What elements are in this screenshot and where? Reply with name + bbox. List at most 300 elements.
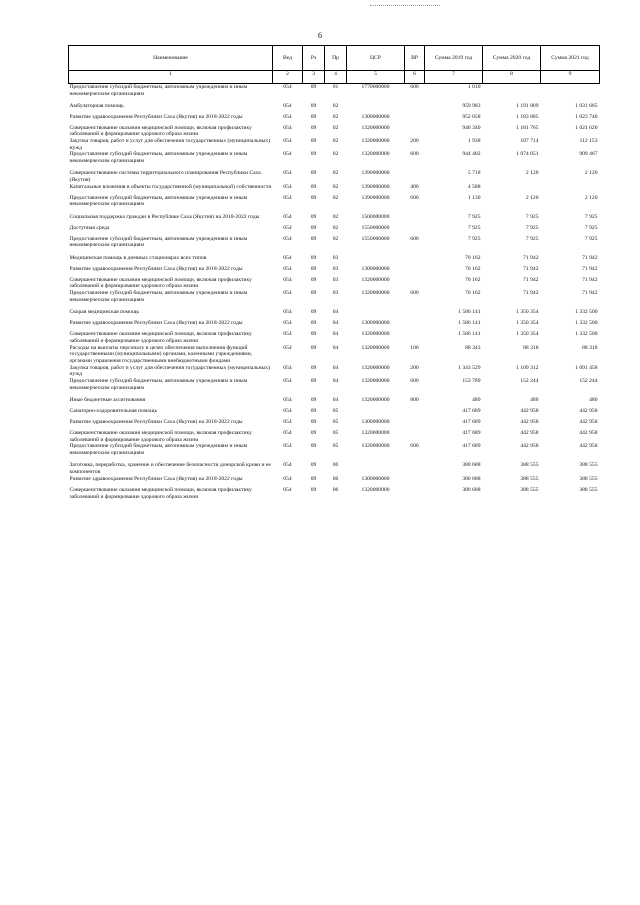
table-row xyxy=(69,397,600,408)
row-vr xyxy=(405,214,425,225)
table-row xyxy=(69,266,600,277)
row-ved: 054 xyxy=(283,419,292,426)
row-csr: 1320000000 xyxy=(361,430,390,437)
table-row xyxy=(69,378,600,397)
row-vr xyxy=(405,476,425,487)
header-vr: ВР xyxy=(405,46,425,71)
row-sum-2020: 388 555 xyxy=(520,462,539,469)
row-sum-2021: 71 942 xyxy=(582,265,598,272)
row-ved: 054 xyxy=(283,364,292,371)
row-csr: 1320000000 xyxy=(361,486,390,493)
row-sum-2019: 380 688 xyxy=(462,475,481,482)
row-rz: 09 xyxy=(310,151,317,158)
header-name: Наименование xyxy=(69,46,273,71)
row-vr: 800 xyxy=(410,397,419,404)
row-ved: 054 xyxy=(283,235,292,242)
row-csr: 1320000000 xyxy=(361,378,390,385)
row-rz: 09 xyxy=(310,320,317,327)
row-sum-2020: 1 191 809 xyxy=(516,102,539,109)
row-csr: 1320000000 xyxy=(361,364,390,371)
table-row xyxy=(69,430,600,443)
row-sum-2020: 1 181 765 xyxy=(516,124,539,131)
row-ved: 054 xyxy=(283,265,292,272)
row-ved: 054 xyxy=(283,331,292,338)
row-rz: 09 xyxy=(310,84,317,90)
row-sum-2020: 1 074 051 xyxy=(516,151,539,158)
row-vr: 600 xyxy=(410,378,419,385)
row-sum-2021: 480 xyxy=(589,397,598,404)
table-row xyxy=(69,84,600,103)
row-sum-2021: 388 555 xyxy=(579,462,598,469)
row-rz: 09 xyxy=(310,408,317,415)
row-sum-2021: 152 244 xyxy=(579,378,598,385)
row-sum-2021: 112 153 xyxy=(579,137,598,144)
row-sum-2020: 71 942 xyxy=(523,254,539,261)
row-vr xyxy=(405,125,425,138)
table-row xyxy=(69,214,600,225)
row-sum-2020: 7 925 xyxy=(525,235,539,242)
row-sum-2021: 71 942 xyxy=(582,254,598,261)
row-name: Предоставление субсидий бюджетным, автономным учреждениям и иным некоммерческим организациям xyxy=(69,378,248,391)
column-number: 8 xyxy=(483,71,541,84)
row-pr: 04 xyxy=(332,309,339,316)
table-row xyxy=(69,320,600,331)
row-vr xyxy=(405,462,425,475)
row-sum-2019: 7 925 xyxy=(467,213,481,220)
row-rz: 09 xyxy=(310,102,317,109)
row-sum-2020: 1 109 312 xyxy=(516,364,539,371)
row-pr: 03 xyxy=(332,290,339,297)
table-row xyxy=(69,138,600,151)
row-sum-2020: 442 958 xyxy=(520,408,539,415)
row-csr: 1300000000 xyxy=(361,475,390,482)
row-sum-2020 xyxy=(483,84,541,103)
row-rz: 09 xyxy=(310,113,317,120)
row-csr: 1300000000 xyxy=(361,265,390,272)
row-sum-2020: 152 244 xyxy=(520,378,539,385)
row-vr: 600 xyxy=(410,194,419,201)
row-pr: 04 xyxy=(332,364,339,371)
table-row xyxy=(69,151,600,170)
row-vr xyxy=(405,170,425,183)
row-pr: 03 xyxy=(332,254,339,261)
row-csr xyxy=(347,408,405,419)
row-sum-2019: 1 010 xyxy=(467,84,481,90)
row-ved: 054 xyxy=(283,170,292,177)
row-csr: 1320000000 xyxy=(361,443,390,450)
row-sum-2019: 88 343 xyxy=(465,344,481,351)
table-body xyxy=(69,84,600,501)
row-rz: 09 xyxy=(310,475,317,482)
row-vr xyxy=(405,331,425,344)
row-vr: 200 xyxy=(410,364,419,371)
row-name: Амбулаторная помощь xyxy=(69,102,124,109)
row-vr xyxy=(405,419,425,430)
row-vr xyxy=(405,309,425,320)
row-vr xyxy=(405,266,425,277)
row-csr: 1390000000 xyxy=(361,183,390,190)
row-sum-2019: 1 586 141 xyxy=(458,309,481,316)
row-sum-2020: 2 120 xyxy=(525,194,539,201)
row-ved: 054 xyxy=(283,443,292,450)
row-pr: 02 xyxy=(332,137,339,144)
row-rz: 09 xyxy=(310,276,317,283)
column-number: 4 xyxy=(325,71,347,84)
row-pr: 01 xyxy=(332,84,339,90)
row-vr xyxy=(405,277,425,290)
row-sum-2021: 71 942 xyxy=(582,276,598,283)
row-sum-2020: 71 942 xyxy=(523,265,539,272)
row-ved: 054 xyxy=(283,137,292,144)
column-number: 1 xyxy=(69,71,273,84)
row-sum-2021: 1 021 620 xyxy=(575,124,598,131)
row-sum-2020: 1 350 354 xyxy=(516,331,539,338)
row-rz: 09 xyxy=(310,265,317,272)
row-vr xyxy=(405,408,425,419)
row-csr xyxy=(347,309,405,320)
row-ved: 054 xyxy=(283,276,292,283)
row-vr: 200 xyxy=(410,137,419,144)
row-sum-2021: 442 958 xyxy=(579,408,598,415)
row-rz: 09 xyxy=(310,462,317,469)
row-rz: 09 xyxy=(310,170,317,177)
row-ved: 054 xyxy=(283,113,292,120)
table-header xyxy=(69,46,600,84)
row-rz: 09 xyxy=(310,364,317,371)
row-sum-2021: 2 120 xyxy=(584,194,598,201)
table-row xyxy=(69,476,600,487)
row-sum-2020: 88 318 xyxy=(523,344,539,351)
row-csr: 1320000000 xyxy=(361,276,390,283)
row-sum-2020: 71 942 xyxy=(523,290,539,297)
row-sum-2020: 71 942 xyxy=(523,276,539,283)
row-pr: 02 xyxy=(332,102,339,109)
row-sum-2021: 1 332 500 xyxy=(575,331,598,338)
row-pr: 02 xyxy=(332,235,339,242)
row-pr: 02 xyxy=(332,224,339,231)
row-sum-2021: 1 332 500 xyxy=(575,309,598,316)
row-vr xyxy=(405,430,425,443)
row-csr: 1320000000 xyxy=(361,151,390,158)
table-row xyxy=(69,236,600,255)
row-sum-2021: 442 958 xyxy=(579,419,598,426)
row-sum-2020: 480 xyxy=(530,397,539,404)
row-pr: 02 xyxy=(332,124,339,131)
row-sum-2021: 1 332 500 xyxy=(575,320,598,327)
row-csr xyxy=(347,462,405,475)
row-name: Расходы на выплаты персоналу в целях обеспечения выполнения функций государственными (муниципальными) органами, казенными учреждениями, органами управления государственными внебюджетными фондами xyxy=(69,344,253,364)
table-row xyxy=(69,225,600,236)
column-number: 7 xyxy=(425,71,483,84)
row-sum-2019: 70 162 xyxy=(465,290,481,297)
table-row xyxy=(69,125,600,138)
row-csr: 1320000000 xyxy=(361,397,390,404)
table-row xyxy=(69,277,600,290)
column-number: 5 xyxy=(347,71,405,84)
table-row xyxy=(69,309,600,320)
row-sum-2020: 7 925 xyxy=(525,224,539,231)
header-csr: ЦСР xyxy=(347,46,405,71)
row-sum-2021: 442 958 xyxy=(579,430,598,437)
row-csr: 1770000000 xyxy=(361,84,390,90)
row-vr xyxy=(405,225,425,236)
row-name: Совершенствование оказания медицинской помощи, включая профилактику заболеваний и формирование здорового образа жизни xyxy=(69,276,252,290)
row-sum-2021: 2 120 xyxy=(584,170,598,177)
row-sum-2021: 388 555 xyxy=(579,475,598,482)
row-ved: 054 xyxy=(283,213,292,220)
row-sum-2021: 388 555 xyxy=(579,486,598,493)
row-csr: 1320000000 xyxy=(361,344,390,351)
row-rz: 09 xyxy=(310,378,317,385)
row-rz: 09 xyxy=(310,224,317,231)
row-sum-2021: 88 318 xyxy=(582,344,598,351)
row-sum-2019: 1 130 xyxy=(467,194,481,201)
row-csr: 1300000000 xyxy=(361,320,390,327)
row-vr: 600 xyxy=(410,235,419,242)
row-ved: 054 xyxy=(283,408,292,415)
row-sum-2020: 442 958 xyxy=(520,430,539,437)
row-ved: 054 xyxy=(283,397,292,404)
row-name: Заготовка, переработка, хранение и обеспечение безопасности донорской крови и ее компонентов xyxy=(69,462,271,476)
page-number: 6 xyxy=(318,31,322,40)
row-vr xyxy=(405,255,425,266)
row-sum-2020: 7 925 xyxy=(525,213,539,220)
row-sum-2019: 1 586 141 xyxy=(458,320,481,327)
table-row xyxy=(69,195,600,214)
row-ved: 054 xyxy=(283,320,292,327)
table-row xyxy=(69,443,600,462)
row-name: Предоставление субсидий бюджетным, автономным учреждениям и иным некоммерческим организациям xyxy=(69,194,248,208)
row-sum-2021: 909 467 xyxy=(579,151,598,158)
row-sum-2021: 7 925 xyxy=(584,224,598,231)
row-pr: 02 xyxy=(332,194,339,201)
row-pr: 05 xyxy=(332,419,339,426)
row-sum-2019: 70 162 xyxy=(465,254,481,261)
row-rz: 09 xyxy=(310,290,317,297)
row-sum-2020: 388 555 xyxy=(520,486,539,493)
row-rz: 09 xyxy=(310,430,317,437)
row-csr: 1300000000 xyxy=(361,419,390,426)
row-sum-2019: 70 162 xyxy=(465,265,481,272)
row-vr: 600 xyxy=(410,443,419,450)
row-ved: 054 xyxy=(283,151,292,158)
row-pr: 06 xyxy=(332,475,339,482)
row-sum-2020: 388 555 xyxy=(520,475,539,482)
row-name: Предоставление субсидий бюджетным, автономным учреждениям и иным некоммерческим организациям xyxy=(69,84,248,97)
row-sum-2019: 70 162 xyxy=(465,276,481,283)
row-sum-2020: 1 350 354 xyxy=(516,309,539,316)
row-sum-2021: 7 925 xyxy=(584,213,598,220)
row-csr xyxy=(347,255,405,266)
header-pr: Пр xyxy=(325,46,347,71)
row-sum-2021: 442 958 xyxy=(579,443,598,450)
row-name: Совершенствование оказания медицинской помощи, включая профилактику заболеваний и формирование здорового образа жизни xyxy=(69,124,252,138)
row-rz: 09 xyxy=(310,124,317,131)
row-csr xyxy=(347,103,405,114)
row-pr: 06 xyxy=(332,486,339,493)
row-pr: 02 xyxy=(332,151,339,158)
table-row xyxy=(69,184,600,195)
row-vr: 400 xyxy=(410,183,419,190)
row-sum-2019: 959 983 xyxy=(462,102,481,109)
column-number: 2 xyxy=(273,71,303,84)
row-name: Социальная поддержка граждан в Республике Саха (Якутия) на 2018-2022 годы xyxy=(69,213,260,220)
row-rz: 09 xyxy=(310,309,317,316)
row-name: Совершенствование оказания медицинской помощи, включая профилактику заболеваний и формирование здорового образа жизни xyxy=(69,486,252,500)
row-ved: 054 xyxy=(283,290,292,297)
row-name: Предоставление субсидий бюджетным, автономным учреждениям и иным некоммерческим организациям xyxy=(69,290,248,303)
row-sum-2020 xyxy=(483,184,541,195)
row-sum-2021: 1 031 665 xyxy=(575,102,598,109)
row-name: Закупка товаров, работ и услуг для обеспечения государственных (муниципальных) нужд xyxy=(69,364,270,378)
row-pr: 02 xyxy=(332,183,339,190)
row-ved: 054 xyxy=(283,344,292,351)
row-sum-2019: 153 789 xyxy=(462,378,481,385)
row-sum-2019: 480 xyxy=(472,397,481,404)
table-row xyxy=(69,290,600,309)
row-sum-2019: 7 925 xyxy=(467,235,481,242)
row-sum-2019: 5 718 xyxy=(467,170,481,177)
row-sum-2019: 1 586 141 xyxy=(458,331,481,338)
row-rz: 09 xyxy=(310,254,317,261)
row-pr: 05 xyxy=(332,443,339,450)
row-vr xyxy=(405,320,425,331)
row-ved: 054 xyxy=(283,462,292,469)
row-pr: 05 xyxy=(332,408,339,415)
row-name: Предоставление субсидий бюджетным, автономным учреждениям и иным некоммерческим организациям xyxy=(69,235,248,249)
row-pr: 04 xyxy=(332,331,339,338)
row-vr: 100 xyxy=(410,344,419,351)
row-ved: 054 xyxy=(283,194,292,201)
table-row xyxy=(69,170,600,183)
row-ved: 054 xyxy=(283,254,292,261)
row-pr: 02 xyxy=(332,170,339,177)
table-row xyxy=(69,331,600,344)
row-pr: 02 xyxy=(332,213,339,220)
row-name: Совершенствование оказания медицинской помощи, включая профилактику заболеваний и формирование здорового образа жизни xyxy=(69,430,252,443)
row-name: Предоставление субсидий бюджетным, автономным учреждениям и иным некоммерческим организациям xyxy=(69,443,248,457)
row-csr: 1500000000 xyxy=(361,213,390,220)
row-sum-2019: 7 925 xyxy=(467,224,481,231)
row-sum-2019: 952 058 xyxy=(462,113,481,120)
row-csr: 1320000000 xyxy=(361,124,390,131)
top-rule xyxy=(370,5,440,6)
row-sum-2019: 417 689 xyxy=(462,408,481,415)
header-ved: Вед xyxy=(273,46,303,71)
table-row xyxy=(69,255,600,266)
row-pr: 03 xyxy=(332,276,339,283)
row-vr: 600 xyxy=(410,290,419,297)
row-ved: 054 xyxy=(283,124,292,131)
row-rz: 09 xyxy=(310,194,317,201)
row-name: Развитие здравоохранения Республики Саха (Якутия) на 2018-2022 годы xyxy=(69,419,243,426)
row-ved: 054 xyxy=(283,224,292,231)
row-vr: 600 xyxy=(410,84,419,90)
table-row xyxy=(69,487,600,500)
row-pr: 04 xyxy=(332,344,339,351)
row-sum-2019: 380 688 xyxy=(462,486,481,493)
column-number: 9 xyxy=(541,71,600,84)
row-ved: 054 xyxy=(283,84,292,90)
row-sum-2019: 380 688 xyxy=(462,462,481,469)
row-ved: 054 xyxy=(283,183,292,190)
row-sum-2019: 417 689 xyxy=(462,430,481,437)
row-name: Предоставление субсидий бюджетным, автономным учреждениям и иным некоммерческим организациям xyxy=(69,151,248,165)
row-vr xyxy=(405,114,425,125)
row-pr: 04 xyxy=(332,397,339,404)
row-sum-2019: 417 689 xyxy=(462,419,481,426)
row-name: Медицинская помощь в дневных стационарах всех типов xyxy=(69,254,207,261)
row-ved: 054 xyxy=(283,102,292,109)
row-pr: 06 xyxy=(332,462,339,469)
row-ved: 054 xyxy=(283,430,292,437)
row-name: Иные бюджетные ассигнования xyxy=(69,397,146,404)
row-pr: 04 xyxy=(332,320,339,327)
row-pr: 02 xyxy=(332,113,339,120)
table-row xyxy=(69,345,600,365)
row-sum-2020: 442 958 xyxy=(520,443,539,450)
table-row xyxy=(69,419,600,430)
row-sum-2021: 1 091 458 xyxy=(575,364,598,371)
table-row xyxy=(69,103,600,114)
row-pr: 04 xyxy=(332,378,339,385)
table-row xyxy=(69,365,600,378)
row-rz: 09 xyxy=(310,183,317,190)
row-pr: 05 xyxy=(332,430,339,437)
row-name: Закупка товаров, работ и услуг для обеспечения государственных (муниципальных) нужд xyxy=(69,137,270,151)
row-ved: 054 xyxy=(283,475,292,482)
row-sum-2019: 946 340 xyxy=(462,124,481,131)
row-ved: 054 xyxy=(283,378,292,385)
row-name: Капитальные вложения в объекты государственной (муниципальной) собственности xyxy=(69,183,272,190)
row-sum-2019: 1 343 529 xyxy=(458,364,481,371)
row-sum-2021: 1 023 740 xyxy=(575,113,598,120)
row-name: Развитие здравоохранения Республики Саха (Якутия) на 2018-2022 годы xyxy=(69,320,243,327)
table-row xyxy=(69,408,600,419)
row-sum-2019: 4 588 xyxy=(467,183,481,190)
row-csr: 1390000000 xyxy=(361,170,390,177)
row-name: Развитие здравоохранения Республики Саха (Якутия) на 2018-2022 годы xyxy=(69,475,243,482)
row-name: Совершенствование системы территориального планирования Республики Саха (Якутия) xyxy=(69,170,261,184)
row-rz: 09 xyxy=(310,397,317,404)
row-csr: 1550000000 xyxy=(361,224,390,231)
column-number: 3 xyxy=(303,71,325,84)
table-row xyxy=(69,462,600,475)
row-csr: 1320000000 xyxy=(361,290,390,297)
header-sum-2021: Сумма 2021 год xyxy=(541,46,600,71)
row-sum-2019: 1 938 xyxy=(467,137,481,144)
row-rz: 09 xyxy=(310,344,317,351)
row-name: Доступная среда xyxy=(69,224,110,231)
row-sum-2020: 1 183 885 xyxy=(516,113,539,120)
row-sum-2021 xyxy=(541,184,600,195)
row-sum-2020: 1 350 354 xyxy=(516,320,539,327)
row-name: Санаторно-оздоровительная помощь xyxy=(69,408,158,415)
row-csr: 1320000000 xyxy=(361,331,390,338)
row-ved: 054 xyxy=(283,309,292,316)
row-sum-2021: 71 942 xyxy=(582,290,598,297)
row-pr: 03 xyxy=(332,265,339,272)
row-sum-2019: 944 402 xyxy=(462,151,481,158)
row-csr: 1320000000 xyxy=(361,137,390,144)
row-vr xyxy=(405,103,425,114)
row-vr xyxy=(405,487,425,500)
row-vr: 600 xyxy=(410,151,419,158)
row-rz: 09 xyxy=(310,235,317,242)
row-name: Развитие здравоохранения Республики Саха (Якутия) на 2018-2022 годы xyxy=(69,113,243,120)
header-sum-2019: Сумма 2019 год xyxy=(425,46,483,71)
header-rz: Рз xyxy=(303,46,325,71)
